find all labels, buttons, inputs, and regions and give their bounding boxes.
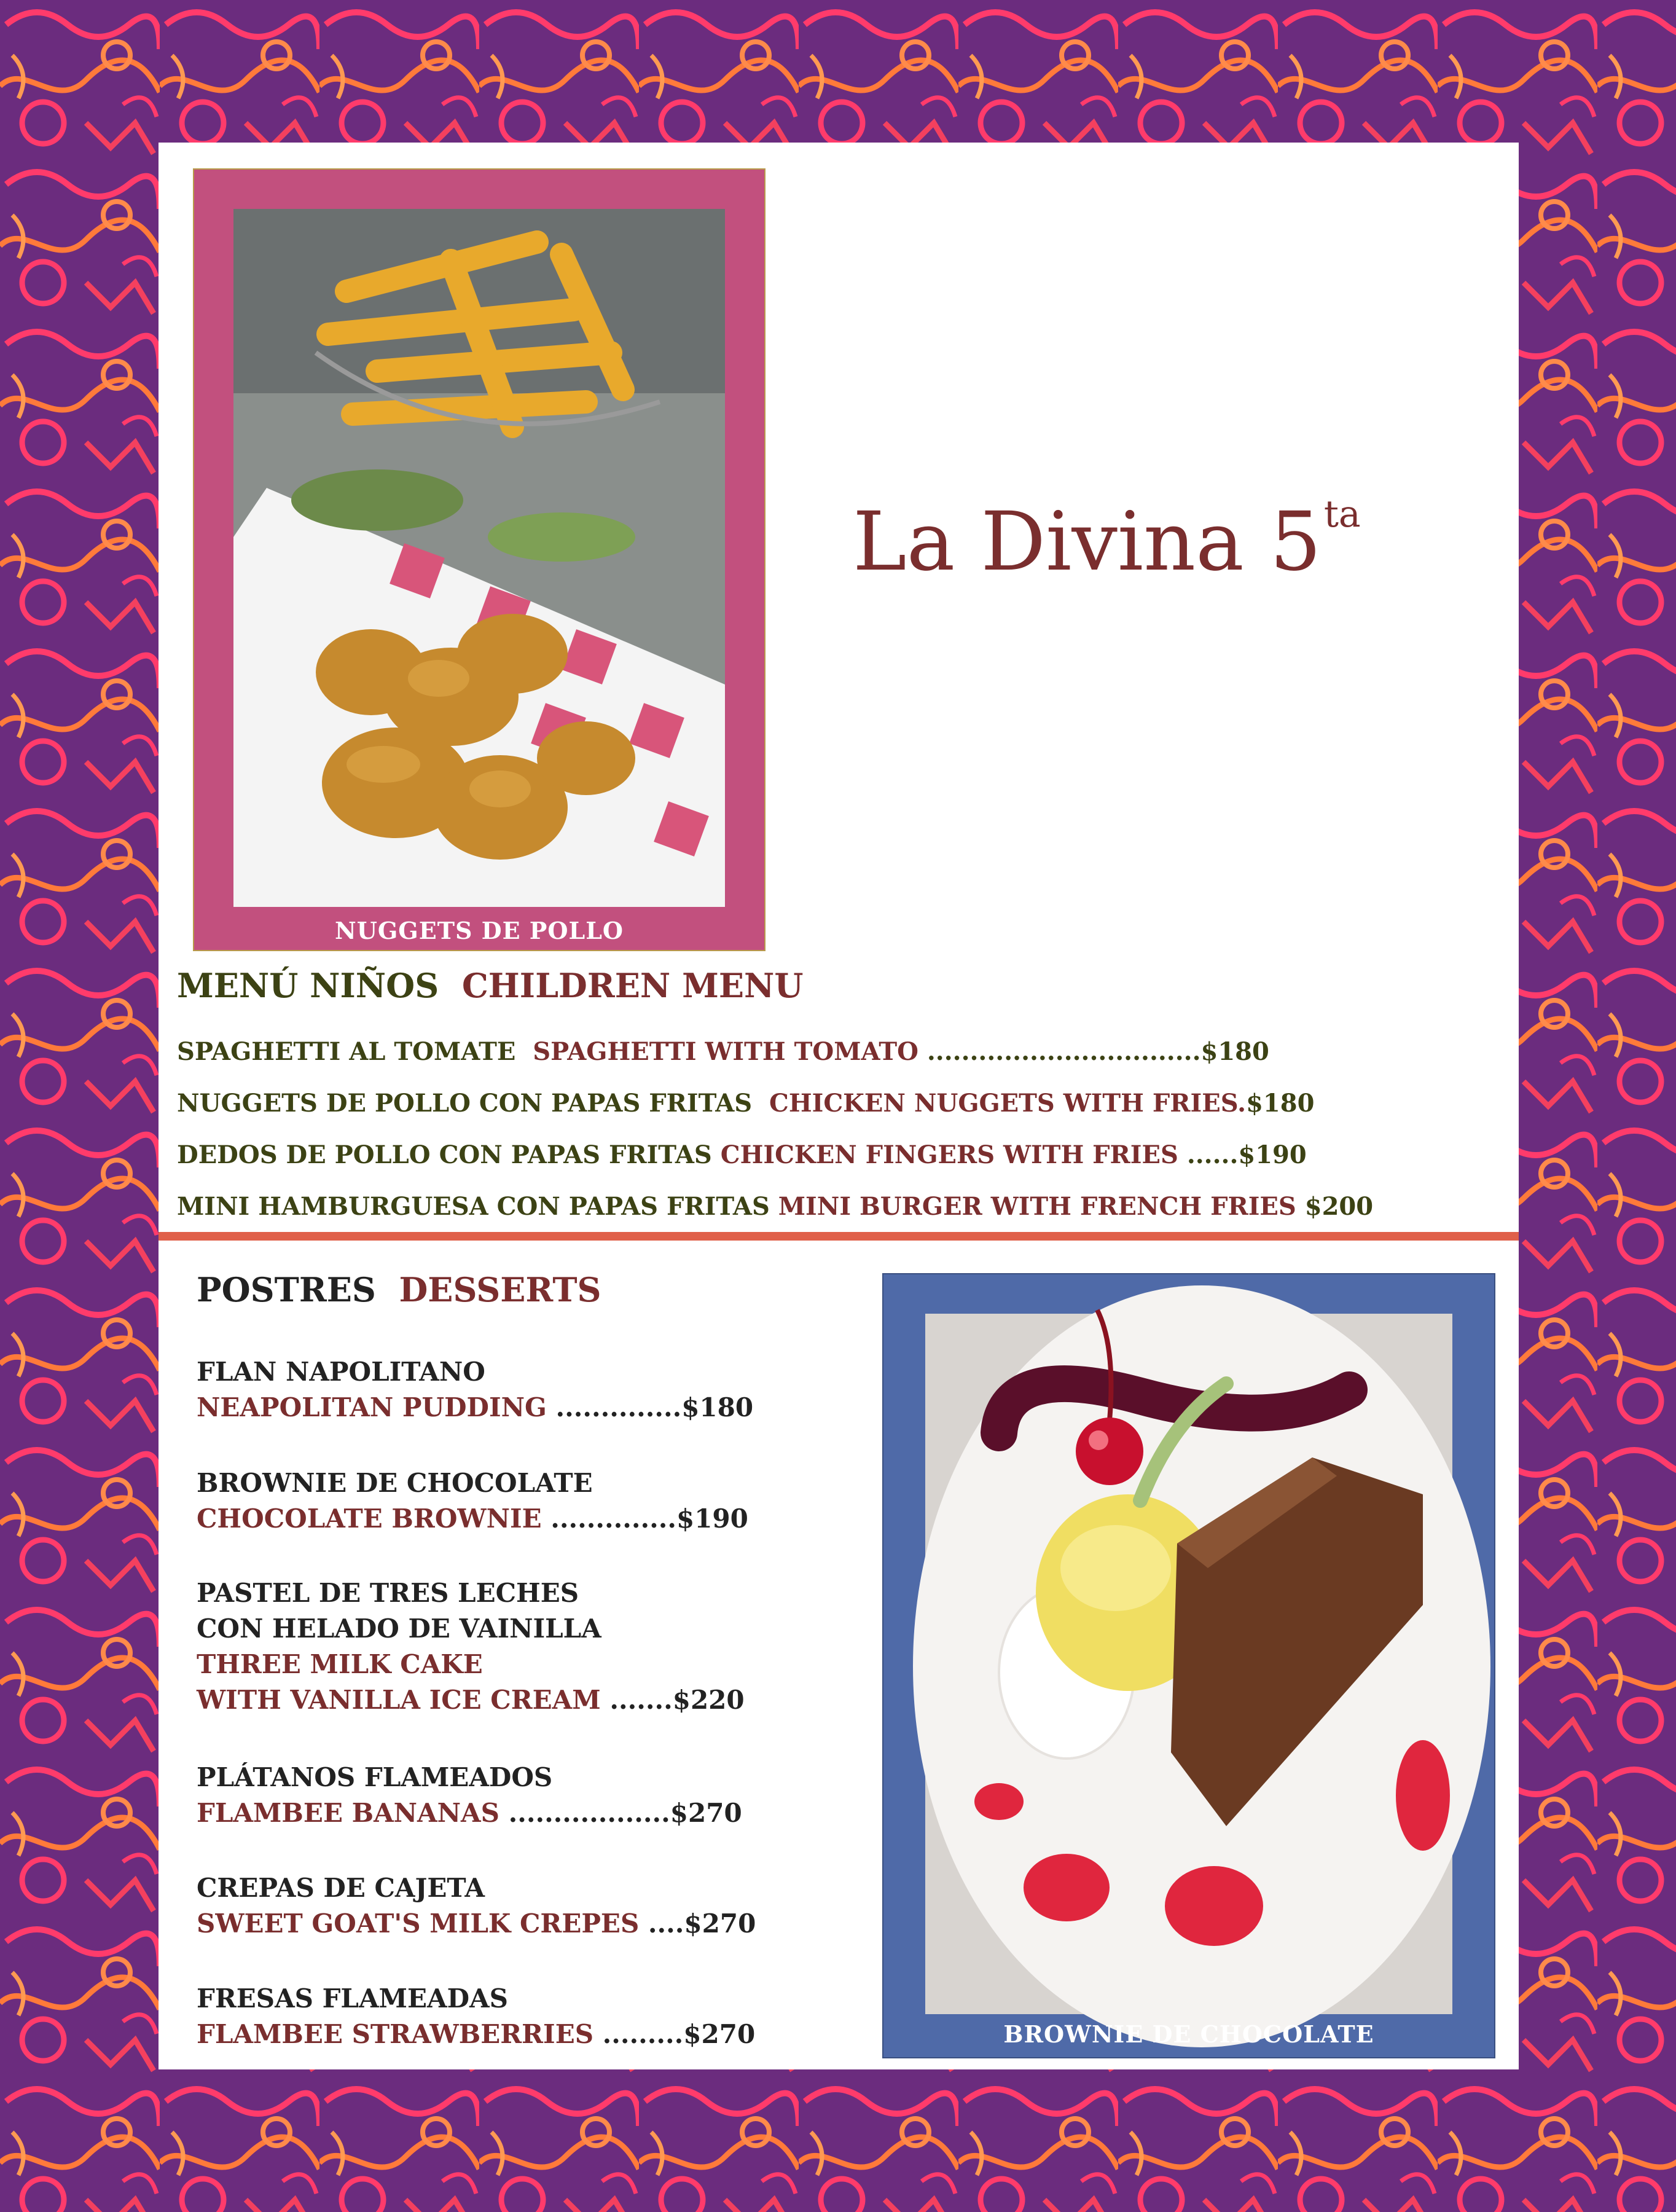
list-item (197, 1870, 756, 1942)
item-price: $270 (670, 1798, 742, 1828)
list-item (197, 1760, 742, 1831)
nuggets-photo-frame (193, 168, 766, 951)
nuggets-photo (193, 168, 766, 951)
item-name-es: SPAGHETTI AL TOMATE (177, 1037, 516, 1066)
brand-name: La Divina 5 (853, 495, 1322, 589)
item-name-en: MINI BURGER WITH FRENCH FRIES (778, 1192, 1296, 1221)
item-name-es: CREPAS DE CAJETA (197, 1873, 485, 1903)
item-name-en: CHICKEN NUGGETS WITH FRIES. (769, 1089, 1247, 1118)
brownie-photo-frame (882, 1273, 1495, 2058)
leader-dots: ....... (600, 1685, 673, 1715)
children-menu-list (177, 1026, 1492, 1233)
list-item (197, 1465, 748, 1537)
item-name-es: FLAN NAPOLITANO (197, 1357, 485, 1387)
leader-dots: ................................ (918, 1037, 1201, 1066)
brownie-photo (882, 1273, 1495, 2058)
item-price: $200 (1304, 1192, 1374, 1221)
item-price: $180 (1200, 1037, 1269, 1066)
list-item (177, 1129, 1492, 1181)
list-item (177, 1078, 1492, 1129)
item-name-es: NUGGETS DE POLLO CON PAPAS FRITAS (177, 1089, 753, 1118)
brand-superscript: ta (1323, 493, 1361, 536)
list-item (177, 1026, 1492, 1078)
section-divider (159, 1232, 1519, 1241)
list-item (197, 1575, 745, 1718)
item-name-en: SPAGHETTI WITH TOMATO (533, 1037, 918, 1066)
desserts-title (197, 1270, 601, 1309)
item-name-en: NEAPOLITAN PUDDING (197, 1392, 547, 1422)
item-price: $270 (683, 2019, 756, 2049)
desserts-title-en: DESSERTS (399, 1270, 601, 1309)
item-price: $270 (684, 1908, 756, 1939)
item-name-en: FLAMBEE STRAWBERRIES (197, 2019, 594, 2049)
leader-dots: ......... (593, 2019, 684, 2049)
leader-dots: ...... (1178, 1140, 1239, 1169)
item-name-en: FLAMBEE BANANAS (197, 1798, 499, 1828)
item-price: $190 (1238, 1140, 1307, 1169)
children-menu-title (177, 966, 803, 1005)
leader-dots: .................. (499, 1798, 670, 1828)
children-menu-title-en: CHILDREN MENU (461, 966, 804, 1005)
item-name-es: PLÁTANOS FLAMEADOS (197, 1762, 553, 1792)
item-name-es-line2: CON HELADO DE VAINILLA (197, 1614, 601, 1644)
item-name-es: PASTEL DE TRES LECHES (197, 1578, 579, 1608)
item-name-en: SWEET GOAT'S MILK CREPES (197, 1908, 640, 1939)
list-item (197, 1354, 753, 1426)
desserts-title-es: POSTRES (197, 1270, 376, 1309)
item-name-en: CHICKEN FINGERS WITH FRIES (720, 1140, 1178, 1169)
item-price: $180 (681, 1392, 754, 1422)
item-price: $180 (1246, 1089, 1315, 1118)
brand-title (853, 493, 1455, 589)
item-name-en: CHOCOLATE BROWNIE (197, 1504, 542, 1534)
nuggets-photo-caption: NUGGETS DE POLLO (334, 917, 624, 944)
list-item (177, 1181, 1492, 1233)
item-price: $220 (672, 1685, 745, 1715)
item-name-en-line2: WITH VANILLA ICE CREAM (197, 1685, 601, 1715)
children-menu-title-es: MENÚ NIÑOS (177, 966, 439, 1005)
item-name-es: FRESAS FLAMEADAS (197, 1983, 508, 2014)
item-name-en: THREE MILK CAKE (197, 1649, 483, 1679)
leader-dots: .... (639, 1908, 684, 1939)
item-name-es: MINI HAMBURGUESA CON PAPAS FRITAS (177, 1192, 770, 1221)
brownie-photo-caption: BROWNIE DE CHOCOLATE (1003, 2020, 1374, 2048)
item-price: $190 (676, 1504, 748, 1534)
leader-dots: .............. (541, 1504, 676, 1534)
leader-dots: .............. (546, 1392, 682, 1422)
menu-panel (159, 143, 1519, 2069)
item-name-es: BROWNIE DE CHOCOLATE (197, 1468, 593, 1498)
item-name-es: DEDOS DE POLLO CON PAPAS FRITAS (177, 1140, 712, 1169)
list-item (197, 1981, 755, 2052)
